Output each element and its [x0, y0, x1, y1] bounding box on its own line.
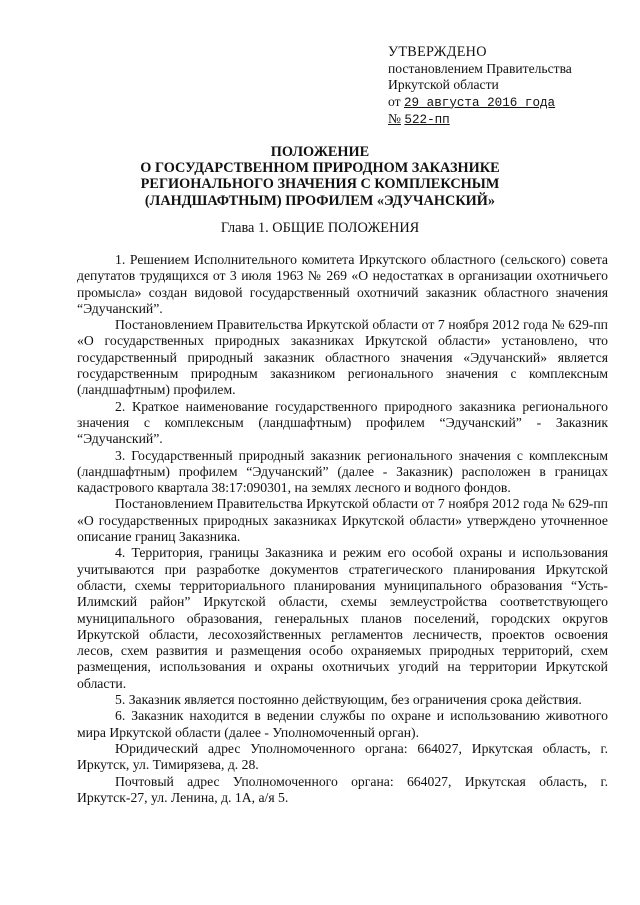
- title-line-4: (ЛАНДШАФТНЫМ) ПРОФИЛЕМ «ЭДУЧАНСКИЙ»: [144, 192, 496, 209]
- approval-line-1: постановлением Правительства: [388, 60, 572, 76]
- approval-line-2: Иркутской области: [388, 77, 499, 92]
- title-line-1: ПОЛОЖЕНИЕ: [270, 144, 370, 160]
- approval-heading: УТВЕРЖДЕНО: [388, 44, 487, 60]
- paragraph-10: Почтовый адрес Уполномоченного органа: 664027, Иркутская область, г. Иркутск-27, ул. Ленина, д. 1А, а/я 5.: [77, 773, 608, 805]
- paragraph-5: Постановлением Правительства Иркутской области от 7 ноября 2012 года № 629-пп «О государственных природных заказниках Иркутской области» утверждено уточненное описание границ Заказника.: [77, 496, 608, 545]
- approval-number-value: 522-пп: [404, 113, 450, 127]
- paragraph-2: Постановлением Правительства Иркутской области от 7 ноября 2012 года № 629-пп «О государственных природных заказниках Иркутской области» установлено, что государственный природный заказник областного значения «Эдучанский» является государственным природным заказником регионального значения с комплексным (ландшафтным) профилем.: [77, 317, 608, 398]
- document-body: [77, 252, 608, 806]
- paragraph-7: 5. Заказник является постоянно действующим, без ограничения срока действия.: [115, 692, 582, 708]
- paragraph-6: 4. Территория, границы Заказника и режим его особой охраны и использования учитываются при разработке документов стратегического планирования Иркутской области, схемы территориального планирования муниципального образования “Усть-Илимский район” Иркутской области, схемы землеустройства соответствующего муниципального образования, генеральных планов поселений, городских округов Иркутской области, лесохозяйственных регламентов лесничеств, проектов освоения лесов, схем развития и размещения особо охраняемых природных территорий, схем размещения, использования и охраны охотничьих угодий на территории Иркутской области.: [77, 545, 608, 691]
- approval-date-value: 29 августа 2016 года: [403, 95, 556, 110]
- approval-date-prefix: от: [388, 93, 401, 109]
- paragraph-9: Юридический адрес Уполномоченного органа: 664027, Иркутская область, г. Иркутск, ул. Тимирязева, д. 28.: [77, 740, 608, 773]
- document-title: [60, 144, 580, 209]
- paragraph-3: 2. Краткое наименование государственного природного заказника регионального значения с комплексным (ландшафтным) профилем “Эдучанский” - Заказник “Эдучанский”.: [77, 398, 608, 447]
- approval-number: [388, 111, 628, 129]
- paragraph-4: 3. Государственный природный заказник регионального значения с комплексным (ландшафтным) профилем “Эдучанский” (далее - Заказник) расположен в границах кадастрового квартала 38:17:090301, на землях лесного и водного фондов.: [77, 447, 608, 496]
- title-line-2: О ГОСУДАРСТВЕННОМ ПРИРОДНОМ ЗАКАЗНИКЕ: [140, 160, 500, 177]
- approval-date: [388, 94, 628, 112]
- paragraph-8: 6. Заказник находится в ведении службы по охране и использованию животного мира Иркутской области (далее - Уполномоченный орган).: [77, 708, 608, 740]
- approval-number-prefix: №: [388, 111, 401, 126]
- paragraph-1: 1. Решением Исполнительного комитета Иркутского областного (сельского) совета депутатов трудящихся от 3 июля 1963 № 269 «О недостатках в организации охотничьего промысла» создан видовой государственный охотничий заказник областного значения “Эдучанский”.: [77, 252, 608, 316]
- chapter-heading: Глава 1. ОБЩИЕ ПОЛОЖЕНИЯ: [220, 220, 420, 236]
- title-line-3: РЕГИОНАЛЬНОГО ЗНАЧЕНИЯ С КОМПЛЕКСНЫМ: [140, 176, 500, 193]
- approval-stamp: [388, 44, 628, 129]
